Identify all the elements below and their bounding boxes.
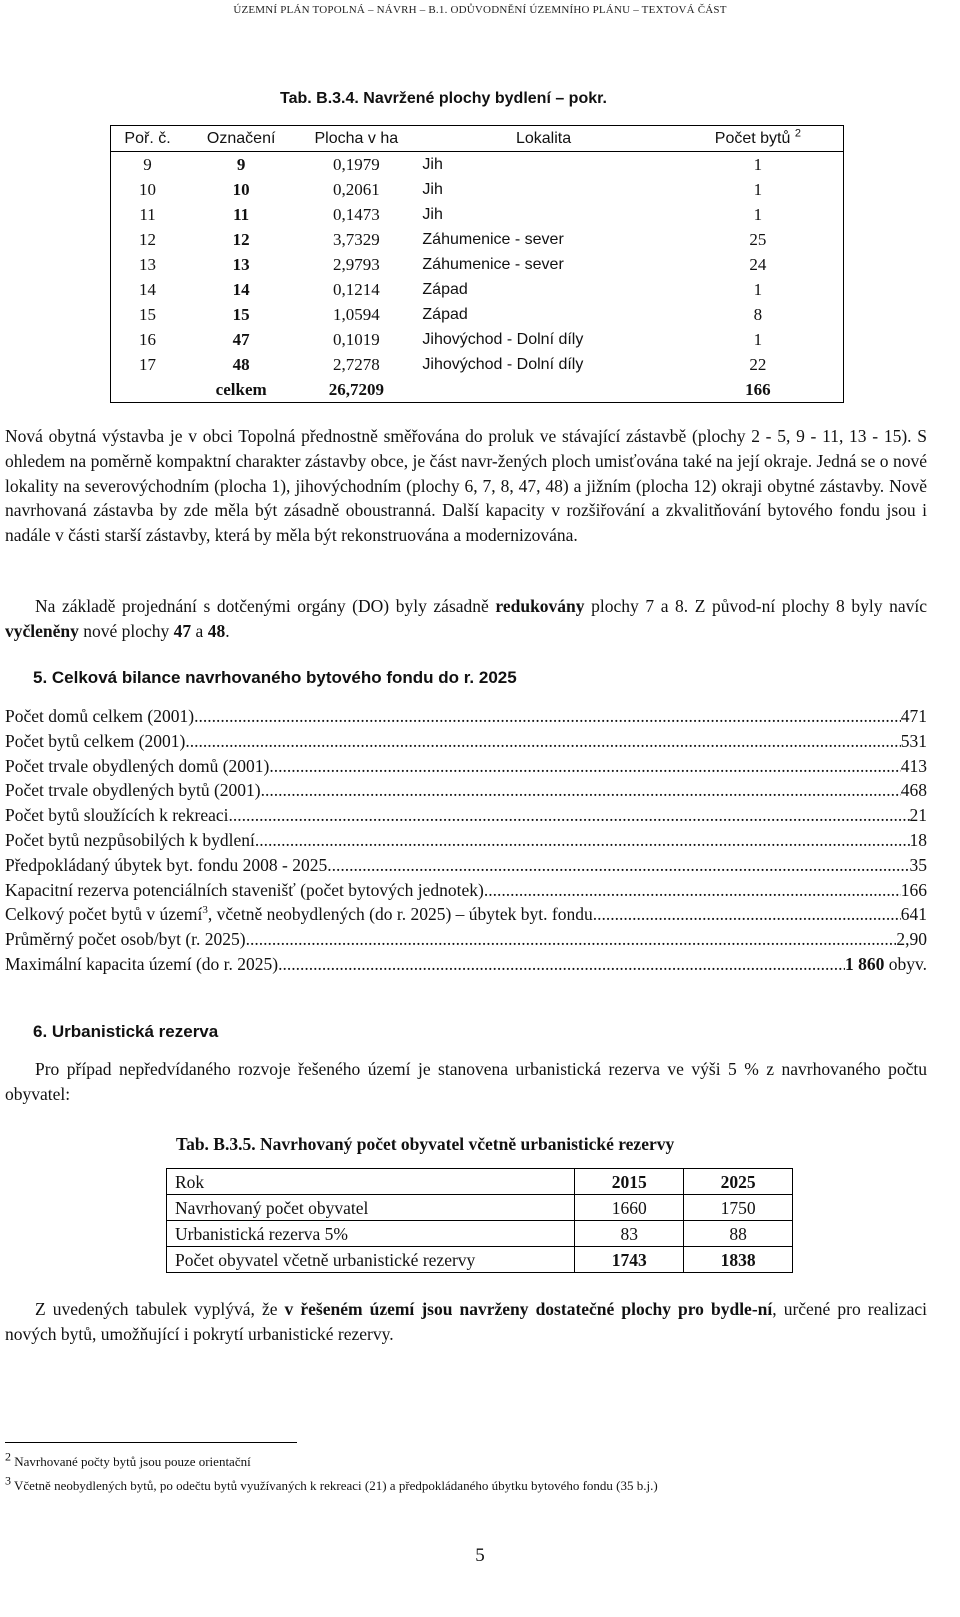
- balance-row: [5, 853, 927, 878]
- table-row: [111, 327, 844, 352]
- table-row: [111, 202, 844, 227]
- footnote-3: $^3$ Včetně neobydlených bytů, po odečtu bytů využívaných k rekreaci (21) a předpokládaného úbytku bytového fondu (35 b.j.): [5, 1473, 658, 1493]
- paragraph-negotiation: Na základě projednání s dotčenými orgány (DO) byly zásadně redukovány plochy 7 a 8. Z původ-ní plochy 8 byly navíc vyčleněny nové plochy 47 a 48.: [5, 596, 927, 641]
- table2-total-row: [167, 1247, 793, 1273]
- header-part-3: B.1. ODŮVODNĚNÍ ÚZEMNÍHO PLÁNU: [428, 4, 631, 16]
- cell-oznaceni: 12: [232, 229, 250, 249]
- dot-leader: [278, 952, 845, 977]
- table-row: [111, 152, 844, 178]
- cell-poradi: 14: [139, 279, 157, 299]
- col-header-poradi: Poř. č.: [124, 129, 171, 147]
- col-header-lokalita: Lokalita: [515, 129, 572, 147]
- cell-empty: [111, 377, 185, 403]
- table-row: [111, 252, 844, 277]
- table2-row-label: Navrhovaný počet obyvatel: [167, 1195, 575, 1221]
- balance-row: [5, 828, 927, 853]
- dot-leader: [229, 803, 910, 828]
- cell-plocha: 0,1214: [332, 279, 380, 299]
- cell-oznaceni: 13: [232, 254, 250, 274]
- balance-row: [5, 704, 927, 729]
- balance-row: [5, 729, 927, 754]
- cell-lokalita: Západ: [422, 280, 468, 298]
- cell-total-pocet: 166: [745, 379, 771, 399]
- balance-label: Počet domů celkem (2001): [5, 706, 195, 726]
- cell-poradi: 13: [139, 254, 157, 274]
- cell-pocet-bytu: 1: [753, 279, 763, 299]
- balance-row: [5, 952, 927, 977]
- table2-total-cell: 1838: [720, 1249, 756, 1270]
- cell-total-plocha: 26,7209: [328, 379, 384, 399]
- page-number: 5: [475, 1545, 485, 1566]
- cell-pocet-bytu: 8: [753, 304, 763, 324]
- balance-label: Maximální kapacita území (do r. 2025): [5, 953, 279, 974]
- balance-list: [5, 704, 927, 977]
- cell-poradi: 16: [139, 329, 157, 349]
- table-housing-areas: [110, 125, 844, 403]
- table-row: [111, 277, 844, 302]
- table2-cell: 1750: [720, 1197, 756, 1218]
- cell-pocet-bytu: 1: [753, 154, 763, 174]
- cell-empty: [414, 377, 672, 403]
- table2-row: [167, 1195, 793, 1221]
- col-header-plocha: Plocha v ha: [314, 129, 399, 147]
- balance-value: 468: [900, 780, 927, 801]
- balance-label: Počet trvale obydlených bytů (2001): [5, 780, 261, 801]
- balance-value: 21: [909, 805, 927, 826]
- balance-label: Průměrný počet osob/byt (r. 2025): [5, 929, 246, 950]
- balance-row: [5, 778, 927, 803]
- paragraph-new-housing: Nová obytná výstavba je v obci Topolná přednostně směřována do proluk ve stávající zástavbě (plochy 2 - 5, 9 - 11, 13 - 15). S ohledem na poměrně kompaktní charakter zástavby obce, je část navr-žených ploch umisťována také na její okraje. Jedná se o nové lokality na severovýchodním (plocha 1), jihovýchodním (plochy 6, 7, 8, 47, 48) a jižním (plocha 12) okraji obytné zástavby. Nově navrhovaná zástavba by zde měla být zásadně oboustranná. Další kapacity v rozšiřování a zkvalitňování bytového fondu jsou i nadále v části starší zástavby, která by měla být rekonstruována a modernizována.: [5, 426, 927, 546]
- cell-poradi: 11: [139, 204, 156, 224]
- table2-cell: 88: [729, 1223, 747, 1244]
- footnote-separator: [5, 1442, 297, 1443]
- table2-header-row: [167, 1169, 793, 1195]
- table2-total-label: Počet obyvatel včetně urbanistické rezervy: [167, 1247, 575, 1273]
- footnote-2: $^2$ Navrhované počty bytů jsou pouze orientační: [5, 1449, 251, 1469]
- table2-cell: 1660: [575, 1195, 684, 1221]
- dot-leader: [246, 927, 897, 952]
- table2-row: [167, 1221, 793, 1247]
- balance-label: Předpokládaný úbytek byt. fondu 2008 - 2025: [5, 854, 328, 875]
- balance-value: 471: [900, 706, 927, 726]
- table2-caption: Tab. B.3.5. Navrhovaný počet obyvatel včetně urbanistické rezervy: [176, 1134, 675, 1154]
- table-total-row: [111, 377, 844, 403]
- cell-plocha: 3,7329: [332, 229, 380, 249]
- section5-heading: 5. Celková bilance navrhovaného bytového fondu do r. 2025: [33, 668, 517, 687]
- cell-pocet-bytu: 24: [749, 254, 767, 274]
- balance-label: Počet bytů sloužících k rekreaci: [5, 805, 229, 826]
- cell-plocha: 0,1473: [332, 204, 380, 224]
- balance-value: 35: [909, 854, 927, 875]
- cell-plocha: 0,2061: [332, 179, 380, 199]
- table-row: [111, 352, 844, 377]
- page-header: ÚZEMNÍ PLÁN TOPOLNÁ – NÁVRH – B.1. ODŮVODNĚNÍ ÚZEMNÍHO PLÁNU – TEXTOVÁ ČÁST: [233, 4, 727, 16]
- table-row: [111, 227, 844, 252]
- table2-header-label: Rok: [167, 1169, 575, 1195]
- col-header-pocet-bytu: Počet bytů $^2$: [714, 127, 801, 147]
- cell-lokalita: Jihovýchod - Dolní díly: [422, 330, 584, 348]
- paragraph-reserve: Pro případ nepředvídaného rozvoje řešeného území je stanovena urbanistická rezerva ve výši 5 % z navrhovaného počtu obyvatel:: [5, 1059, 927, 1104]
- header-part-1: ÚZEMNÍ PLÁN TOPOLNÁ: [233, 4, 366, 16]
- header-part-4: TEXTOVÁ ČÁST: [641, 4, 727, 16]
- cell-lokalita: Záhumenice - sever: [422, 255, 564, 273]
- balance-row: [5, 754, 927, 779]
- table1-header-row: [111, 126, 844, 152]
- table2-row-label: Urbanistická rezerva 5%: [167, 1221, 575, 1247]
- cell-plocha: 0,1019: [332, 329, 380, 349]
- cell-pocet-bytu: 22: [749, 354, 767, 374]
- cell-poradi: 15: [139, 304, 157, 324]
- cell-lokalita: Jih: [422, 180, 443, 198]
- paragraph-conclusion: Z uvedených tabulek vyplývá, že v řešeném území jsou navrženy dostatečné plochy pro bydle-ní, určené pro realizaci nových bytů, umožňující i pokrytí urbanistické rezervy.: [5, 1299, 927, 1344]
- cell-pocet-bytu: 1: [753, 329, 763, 349]
- cell-oznaceni: 15: [232, 304, 250, 324]
- balance-label: Počet bytů nezpůsobilých k bydlení: [5, 829, 255, 850]
- balance-value: 1 860 obyv.: [845, 953, 927, 974]
- dot-leader: [194, 704, 901, 729]
- header-part-2: NÁVRH: [376, 4, 417, 16]
- cell-oznaceni: 14: [232, 279, 250, 299]
- balance-label: Počet bytů celkem (2001): [5, 730, 186, 751]
- balance-value: 2,90: [896, 929, 927, 950]
- cell-pocet-bytu: 1: [753, 204, 763, 224]
- balance-label: Celkový počet bytů v území$^3$, včetně neobydlených (do r. 2025) – úbytek byt. fondu: [5, 904, 593, 925]
- cell-lokalita: Jihovýchod - Dolní díly: [422, 355, 584, 373]
- dot-leader: [269, 754, 900, 779]
- cell-oznaceni: 9: [236, 154, 246, 174]
- table-population: [166, 1168, 793, 1273]
- dot-leader: [255, 828, 910, 853]
- cell-oznaceni: 10: [232, 179, 250, 199]
- dot-leader: [484, 878, 901, 903]
- cell-plocha: 1,0594: [332, 304, 380, 324]
- cell-plocha: 2,9793: [332, 254, 380, 274]
- cell-pocet-bytu: 25: [749, 229, 767, 249]
- cell-oznaceni: 11: [233, 204, 250, 224]
- balance-row: [5, 927, 927, 952]
- footnote-ref-2: 2: [794, 127, 801, 140]
- cell-plocha: 2,7278: [332, 354, 380, 374]
- table2-total-cell: 1743: [575, 1247, 684, 1273]
- dot-leader: [327, 853, 909, 878]
- cell-poradi: 9: [143, 154, 152, 174]
- table-row: [111, 302, 844, 327]
- balance-label: Počet trvale obydlených domů (2001): [5, 755, 270, 776]
- balance-label: Kapacitní rezerva potenciálních stavenišť (počet bytových jednotek): [5, 879, 484, 900]
- balance-row: [5, 902, 927, 927]
- cell-oznaceni: 47: [232, 329, 250, 349]
- balance-value: 413: [900, 755, 927, 776]
- dot-leader: [261, 778, 901, 803]
- table2-header-year-2: 2025: [720, 1171, 756, 1192]
- table2-cell: 83: [575, 1221, 684, 1247]
- table2-header-year-1: 2015: [575, 1169, 684, 1195]
- cell-poradi: 17: [139, 354, 157, 374]
- cell-lokalita: Záhumenice - sever: [422, 230, 564, 248]
- cell-lokalita: Západ: [422, 305, 468, 323]
- dot-leader: [185, 729, 900, 754]
- cell-pocet-bytu: 1: [753, 179, 763, 199]
- cell-oznaceni: 48: [232, 354, 250, 374]
- table1-caption: Tab. B.3.4. Navržené plochy bydlení – pokr.: [280, 90, 607, 107]
- table-row: [111, 177, 844, 202]
- section6-heading: 6. Urbanistická rezerva: [33, 1022, 219, 1041]
- balance-value: 531: [900, 730, 927, 751]
- col-header-oznaceni: Označení: [206, 129, 276, 147]
- cell-poradi: 12: [139, 229, 157, 249]
- balance-row: [5, 803, 927, 828]
- cell-lokalita: Jih: [422, 205, 443, 223]
- balance-value: 166: [900, 879, 927, 900]
- balance-value: 641: [900, 904, 927, 925]
- balance-row: [5, 878, 927, 903]
- cell-plocha: 0,1979: [332, 154, 380, 174]
- dot-leader: [593, 902, 901, 927]
- cell-poradi: 10: [139, 179, 157, 199]
- cell-total-label: celkem: [215, 379, 267, 399]
- balance-value: 18: [909, 829, 927, 850]
- cell-lokalita: Jih: [422, 155, 443, 173]
